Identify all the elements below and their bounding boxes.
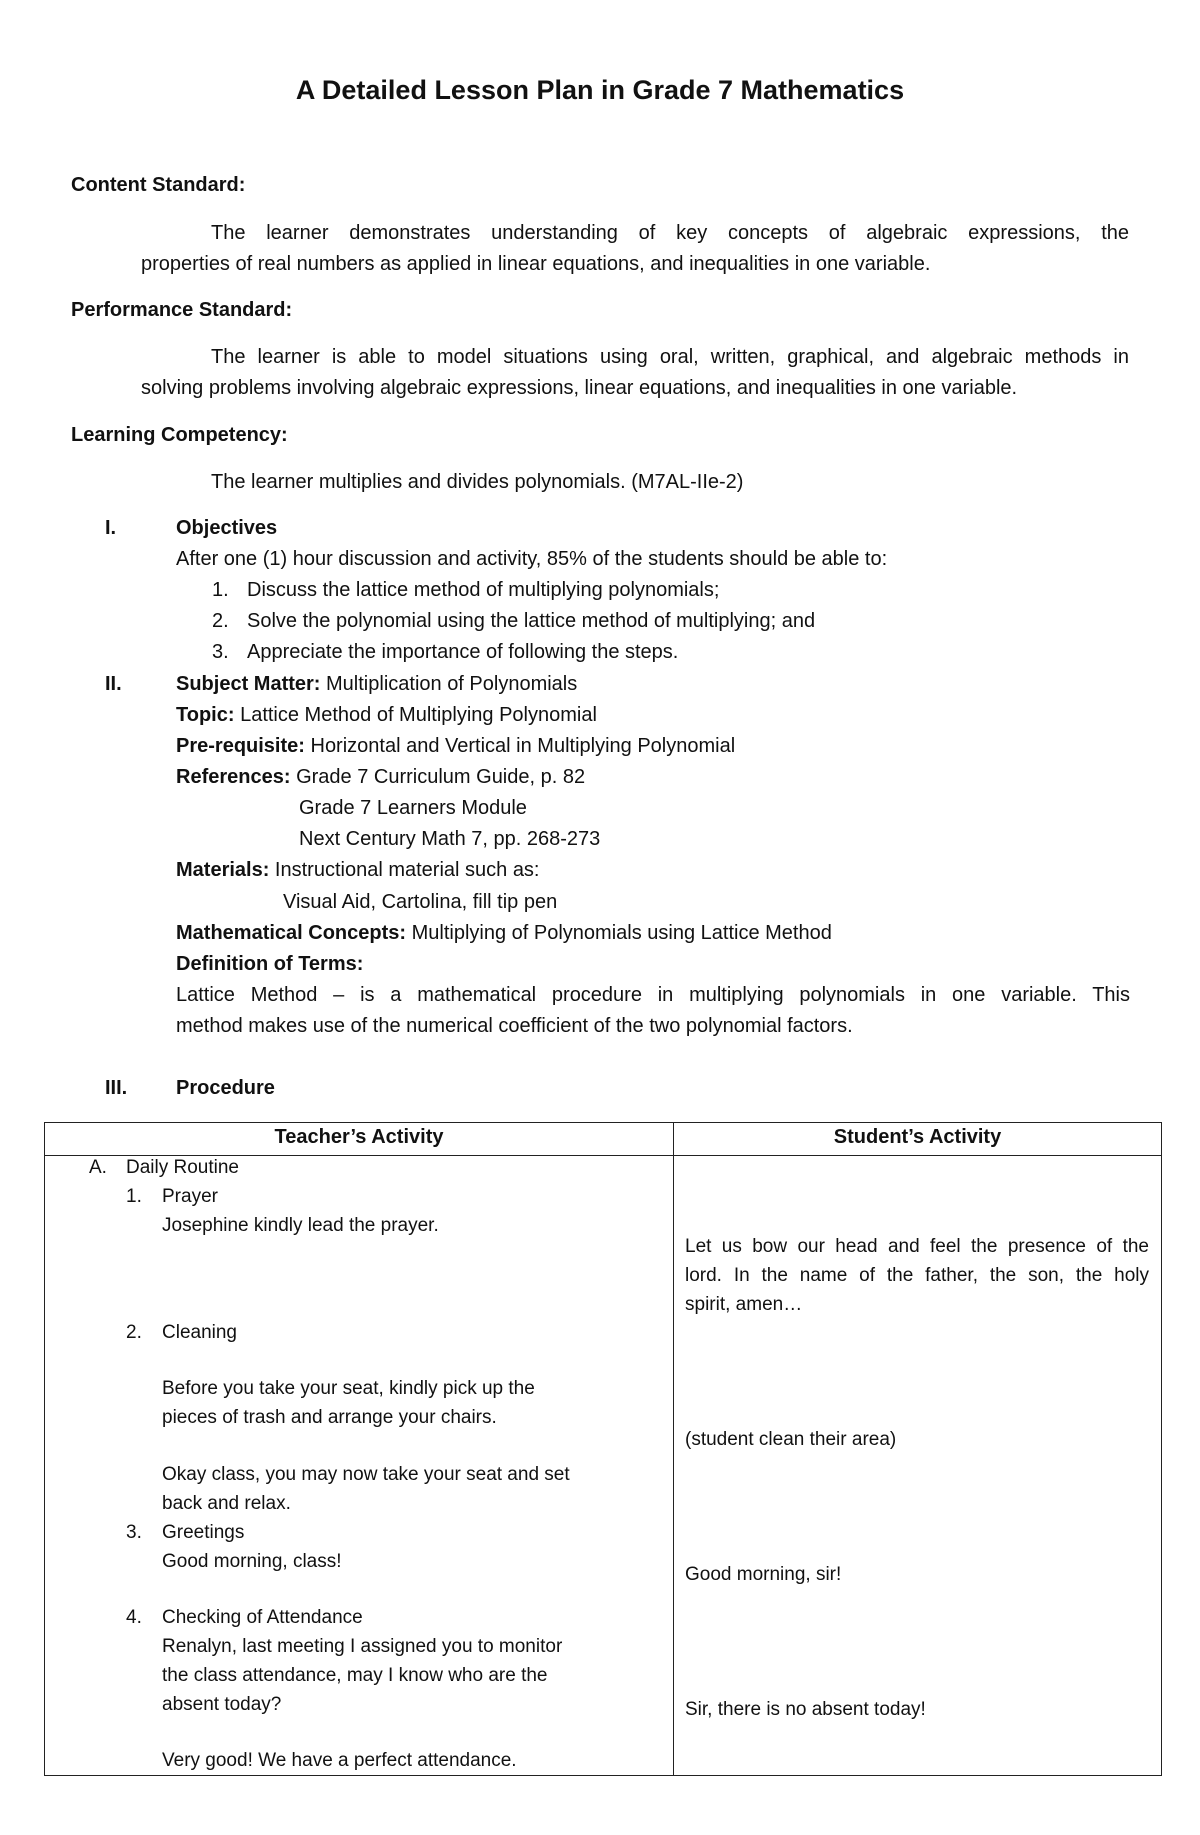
content-standard-text-line1: The learner demonstrates understanding of key concepts of algebraic expressions, the: [211, 222, 1129, 244]
math-concepts-line: [176, 922, 832, 945]
references-value-2: Grade 7 Learners Module: [299, 797, 527, 819]
content-standard-heading: Content Standard:: [71, 174, 246, 196]
objectives-heading: Objectives: [176, 517, 278, 539]
cleaning-teacher-line2: pieces of trash and arrange your chairs.: [162, 1407, 497, 1428]
learning-competency-text: The learner multiplies and divides polynomials. (M7AL-IIe-2): [211, 471, 744, 493]
math-concepts-label: Mathematical Concepts:: [176, 922, 407, 944]
teacher-activity-header: Teacher’s Activity: [274, 1126, 444, 1148]
references-label: References:: [176, 766, 291, 788]
objective-2-number: 2.: [212, 610, 229, 632]
objective-2-text: Solve the polynomial using the lattice method of multiplying; and: [247, 610, 816, 632]
content-standard-text-line2: properties of real numbers as applied in linear equations, and inequalities in one variable.: [141, 253, 931, 275]
performance-standard-text-line2: solving problems involving algebraic expressions, linear equations, and inequalities in one variable.: [141, 377, 1018, 399]
prerequisite-line: [176, 735, 735, 758]
definition-text-line1: Lattice Method – is a mathematical procedure in multiplying polynomials in one variable. This: [176, 984, 1130, 1006]
objectives-numeral: I.: [105, 517, 117, 539]
attendance-label: Checking of Attendance: [162, 1607, 363, 1628]
attendance-number: 4.: [126, 1607, 142, 1628]
greetings-number: 3.: [126, 1522, 142, 1543]
performance-standard-heading: Performance Standard:: [71, 299, 293, 321]
performance-standard-text-line1: The learner is able to model situations using oral, written, graphical, and algebraic methods in: [211, 346, 1129, 368]
materials-value-2: Visual Aid, Cartolina, fill tip pen: [283, 891, 558, 913]
cleaning-teacher-line1: Before you take your seat, kindly pick up the: [162, 1378, 535, 1399]
prerequisite-value: Horizontal and Vertical in Multiplying Polynomial: [304, 735, 736, 757]
greetings-teacher-text: Good morning, class!: [162, 1551, 342, 1572]
attendance-teacher-line1: Renalyn, last meeting I assigned you to monitor: [162, 1636, 563, 1657]
topic-label: Topic:: [176, 704, 235, 726]
student-activity-header: Student’s Activity: [833, 1126, 1002, 1148]
materials-line: [176, 859, 540, 882]
cleaning-student-text: (student clean their area): [685, 1429, 897, 1450]
procedure-numeral: III.: [105, 1077, 128, 1099]
objective-3-text: Appreciate the importance of following the steps.: [247, 641, 679, 663]
references-value-1: Grade 7 Curriculum Guide, p. 82: [290, 766, 586, 788]
math-concepts-value: Multiplying of Polynomials using Lattice Method: [406, 922, 832, 944]
objective-1-number: 1.: [212, 579, 229, 601]
definition-of-terms-heading: Definition of Terms:: [176, 953, 364, 975]
materials-value-1: Instructional material such as:: [269, 859, 540, 881]
prayer-teacher-text: Josephine kindly lead the prayer.: [162, 1215, 439, 1236]
daily-routine-label: Daily Routine: [126, 1157, 239, 1178]
attendance-student-text: Sir, there is no absent today!: [685, 1699, 926, 1720]
greetings-label: Greetings: [162, 1522, 245, 1543]
cleaning-teacher-line4: back and relax.: [162, 1493, 291, 1514]
learning-competency-heading: Learning Competency:: [71, 424, 288, 446]
table-column-divider: [673, 1123, 674, 1775]
table-header-divider: [45, 1155, 1161, 1156]
prayer-number: 1.: [126, 1186, 142, 1207]
references-line: [176, 766, 585, 789]
references-value-3: Next Century Math 7, pp. 268-273: [299, 828, 601, 850]
cleaning-teacher-line3: Okay class, you may now take your seat and set: [162, 1464, 570, 1485]
greetings-student-text: Good morning, sir!: [685, 1564, 842, 1585]
procedure-table: [44, 1122, 1162, 1776]
procedure-heading: Procedure: [176, 1077, 275, 1099]
definition-text-line2: method makes use of the numerical coefficient of the two polynomial factors.: [176, 1015, 853, 1037]
topic-value: Lattice Method of Multiplying Polynomial: [234, 704, 597, 726]
attendance-teacher-line2: the class attendance, may I know who are the: [162, 1665, 548, 1686]
prayer-student-line1: Let us bow our head and feel the presence of the: [685, 1236, 1149, 1257]
subject-matter-numeral: II.: [105, 673, 122, 695]
topic-line: [176, 704, 597, 727]
attendance-teacher-line3: absent today?: [162, 1694, 282, 1715]
objective-1-text: Discuss the lattice method of multiplying polynomials;: [247, 579, 720, 601]
subject-matter-line: [176, 673, 577, 696]
attendance-teacher-line4: Very good! We have a perfect attendance.: [162, 1750, 517, 1771]
subject-matter-value: Multiplication of Polynomials: [320, 673, 578, 695]
cleaning-number: 2.: [126, 1322, 142, 1343]
subject-matter-label: Subject Matter:: [176, 673, 321, 695]
prayer-student-line2: lord. In the name of the father, the son, the holy: [685, 1265, 1149, 1286]
prayer-student-line3: spirit, amen…: [685, 1294, 803, 1315]
materials-label: Materials:: [176, 859, 270, 881]
objectives-intro: After one (1) hour discussion and activity, 85% of the students should be able to:: [176, 548, 888, 570]
cleaning-label: Cleaning: [162, 1322, 237, 1343]
daily-routine-letter: A.: [89, 1157, 107, 1178]
page-title: A Detailed Lesson Plan in Grade 7 Mathematics: [295, 75, 905, 105]
objective-3-number: 3.: [212, 641, 229, 663]
prerequisite-label: Pre-requisite:: [176, 735, 305, 757]
prayer-label: Prayer: [162, 1186, 218, 1207]
